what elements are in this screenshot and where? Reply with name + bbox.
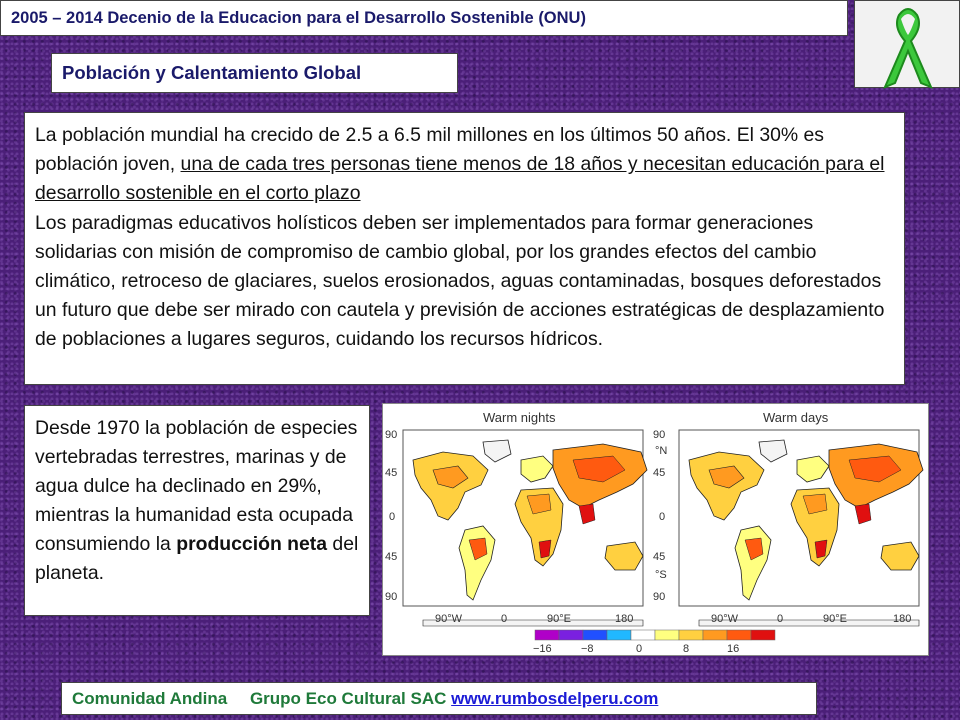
main-text-underlined: una de cada tres personas tiene menos de 18 años y necesitan educación para el desarrollo sostenible en el corto plazo xyxy=(35,153,885,205)
colorbar-swatch xyxy=(727,630,751,640)
left-lon-label: 90°E xyxy=(547,613,571,625)
right-lon-label: 0 xyxy=(777,613,784,625)
main-paragraph-2: Los paradigmas educativos holísticos deben ser implementados para formar generaciones solidarias con misión de compromiso de cambio global, por los grandes efectos del cambio climático, retroceso de glaciares, suelos erosionados, aguas contaminadas, bosques deforestados un futuro que debe ser mirado con cautela y previsión de acciones estratégicas de desplazamiento de poblaciones a lugares seguros, cuidando los recursos hídricos. xyxy=(35,211,885,351)
right-lat-label: °N xyxy=(655,445,668,457)
climate-maps-svg xyxy=(383,404,928,655)
section-title-text: Población y Calentamiento Global xyxy=(62,62,362,83)
right-lat-label: 90 xyxy=(653,591,666,603)
side-text-box xyxy=(24,405,370,616)
left-lon-label: 180 xyxy=(615,613,634,625)
colorbar-swatch xyxy=(679,630,703,640)
right-lat-labels xyxy=(653,429,667,603)
section-title xyxy=(51,53,458,93)
right-lat-label: 90 xyxy=(653,429,666,441)
colorbar-swatch xyxy=(655,630,679,640)
side-text-bold: producción neta xyxy=(176,533,328,555)
main-text-part1: La población mundial ha crecido de 2.5 a 6.5 mil millones en los últimos 50 años. El 30% es población joven, xyxy=(35,124,825,176)
header-title: 2005 – 2014 Decenio de la Educacion para el Desarrollo Sostenible (ONU) xyxy=(11,9,586,27)
footer-org1: Comunidad Andina xyxy=(72,689,228,708)
right-lat-label: °S xyxy=(655,569,667,581)
right-lon-label: 180 xyxy=(893,613,912,625)
right-lat-label: 0 xyxy=(659,511,666,523)
footer-banner xyxy=(61,682,817,715)
colorbar-ticks xyxy=(533,643,739,655)
green-ribbon-icon xyxy=(855,1,960,89)
left-lat-labels xyxy=(385,429,397,603)
left-lat-label: 0 xyxy=(389,511,396,523)
colorbar-swatch xyxy=(535,630,559,640)
left-lon-label: 90°W xyxy=(435,613,463,625)
main-paragraph-1 xyxy=(35,121,894,209)
footer-org2: Grupo Eco Cultural SAC xyxy=(249,689,447,708)
colorbar-tick: 8 xyxy=(683,643,690,655)
right-map-title: Warm days xyxy=(763,410,829,425)
right-lon-label: 90°E xyxy=(823,613,847,625)
colorbar-swatch xyxy=(607,630,631,640)
ribbon-logo-box xyxy=(854,0,960,88)
colorbar-tick: −16 xyxy=(533,643,552,655)
left-lat-label: 90 xyxy=(385,429,398,441)
colorbar-swatch xyxy=(751,630,775,640)
colorbar-tick: 16 xyxy=(727,643,740,655)
right-lat-label: 45 xyxy=(653,467,666,479)
left-map-title: Warm nights xyxy=(483,410,556,425)
left-lat-label: 90 xyxy=(385,591,398,603)
colorbar-tick: −8 xyxy=(581,643,594,655)
colorbar-swatch xyxy=(703,630,727,640)
side-text-after: del planeta. xyxy=(35,533,359,584)
header-banner xyxy=(0,0,848,36)
right-lon-label: 90°W xyxy=(711,613,739,625)
colorbar-swatch xyxy=(559,630,583,640)
colorbar xyxy=(535,630,775,640)
left-lon-label: 0 xyxy=(501,613,508,625)
left-lat-label: 45 xyxy=(385,551,398,563)
side-text-before: Desde 1970 la población de especies vertebradas terrestres, marinas y de agua dulce ha declinado en 29%, mientras la humanidad esta ocupada consumiendo la xyxy=(35,417,358,555)
colorbar-swatch xyxy=(631,630,655,640)
footer-website-link[interactable]: www.rumbosdelperu.com xyxy=(451,689,659,708)
climate-maps-figure xyxy=(382,403,929,656)
right-lat-label: 45 xyxy=(653,551,666,563)
colorbar-swatch xyxy=(583,630,607,640)
colorbar-tick: 0 xyxy=(636,643,643,655)
main-text-box xyxy=(24,112,905,385)
left-lat-label: 45 xyxy=(385,467,398,479)
